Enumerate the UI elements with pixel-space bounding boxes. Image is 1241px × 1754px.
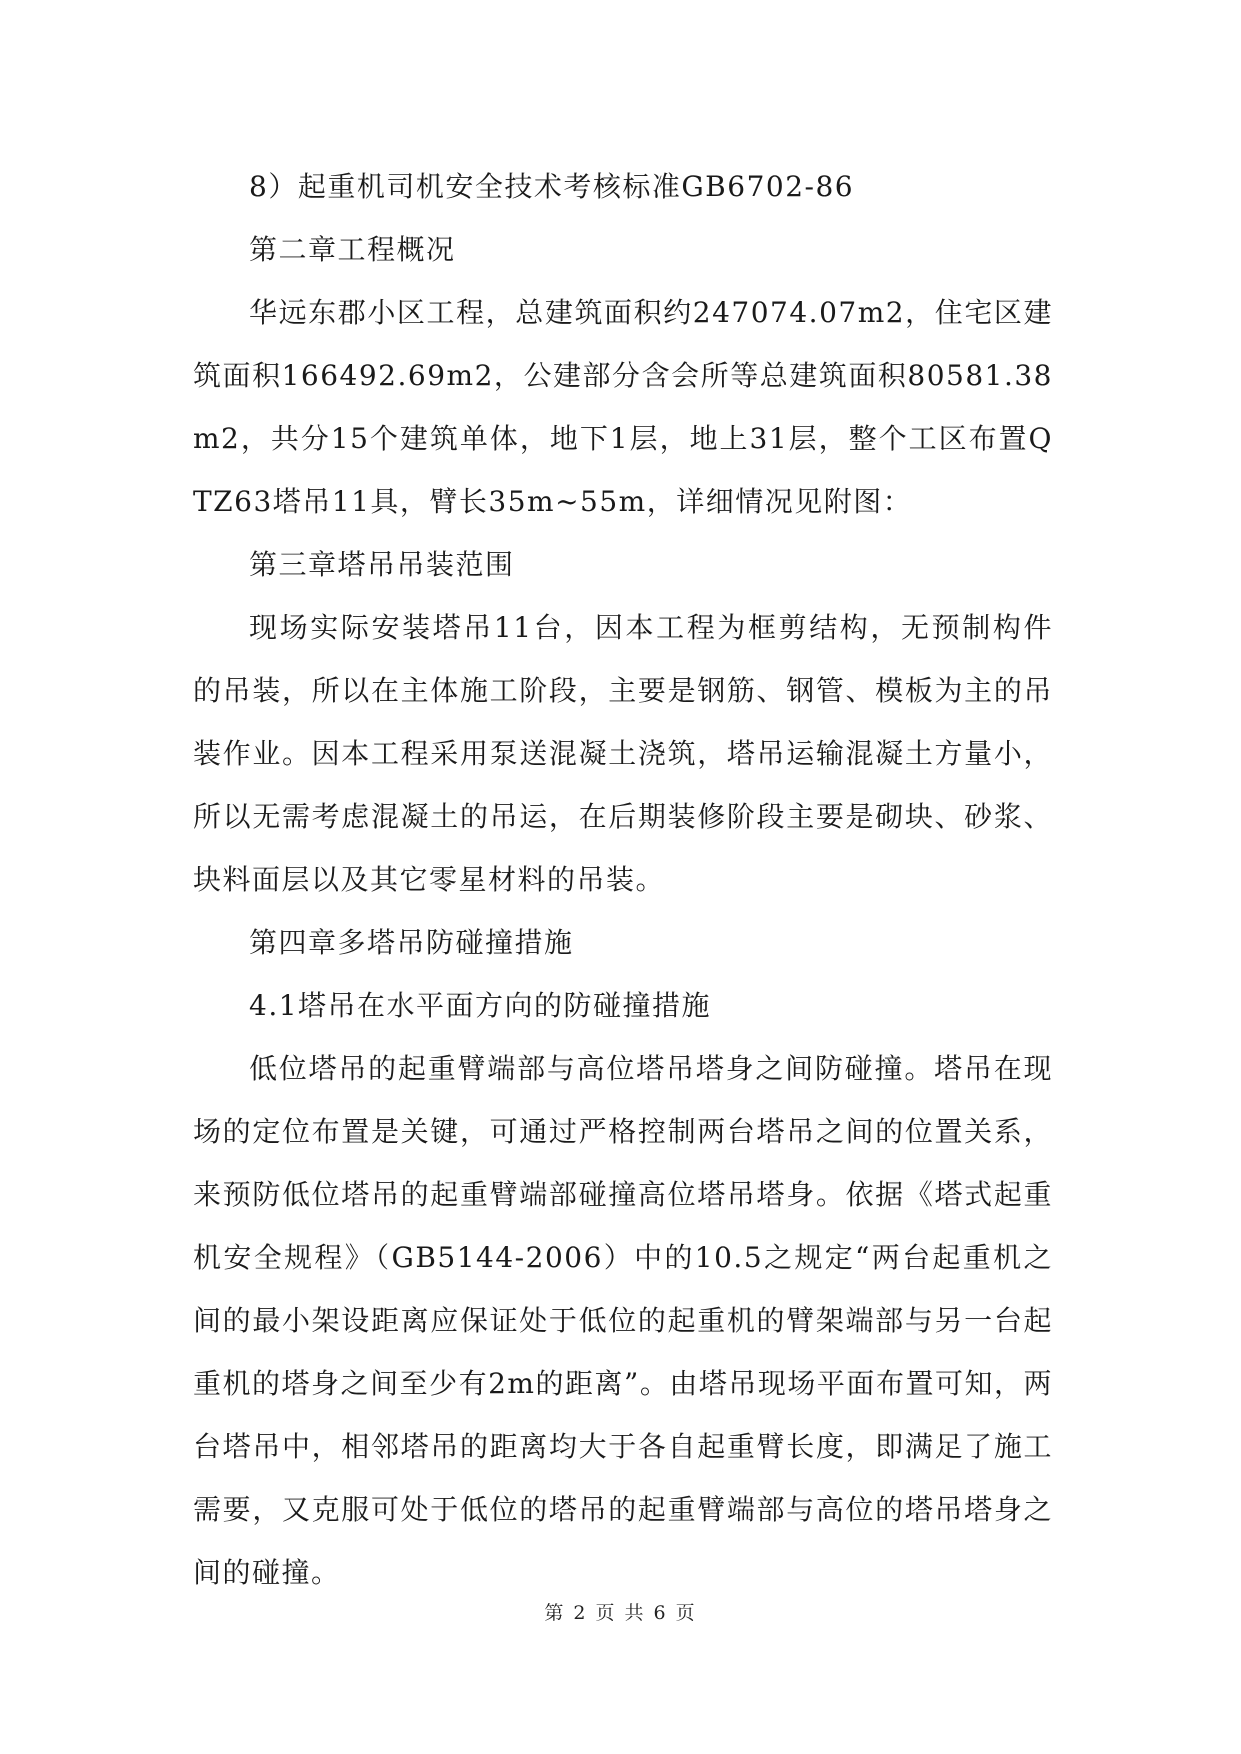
document-content bbox=[193, 155, 1053, 1604]
section-4-1-title: 4.1塔吊在水平面方向的防碰撞措施 bbox=[249, 989, 712, 1022]
chapter-4-title: 第四章多塔吊防碰撞措施 bbox=[249, 926, 574, 959]
page-number-footer: 第 2 页 共 6 页 bbox=[544, 1602, 697, 1624]
chapter-3-title: 第三章塔吊吊装范围 bbox=[249, 548, 515, 581]
chapter-3-paragraph: 现场实际安装塔吊11台，因本工程为框剪结构，无预制构件的吊装，所以在主体施工阶段，主要是钢筋、钢管、模板为主的吊装作业。因本工程采用泵送混凝土浇筑，塔吊运输混凝土方量小，所以无需考虑混凝土的吊运，在后期装修阶段主要是砌块、砂浆、块料面层以及其它零星材料的吊装。 bbox=[193, 611, 1053, 896]
chapter-2-title: 第二章工程概况 bbox=[249, 233, 456, 266]
chapter-2-paragraph: 华远东郡小区工程，总建筑面积约247074.07m2，住宅区建筑面积166492.69m2，公建部分含会所等总建筑面积80581.38m2，共分15个建筑单体，地下1层，地上31层，整个工区布置QTZ63塔吊11具，臂长35m~55m，详细情况见附图： bbox=[193, 296, 1053, 518]
standard-item-8: 8）起重机司机安全技术考核标准GB6702-86 bbox=[249, 170, 855, 203]
section-4-1-paragraph: 低位塔吊的起重臂端部与高位塔吊塔身之间防碰撞。塔吊在现场的定位布置是关键，可通过严格控制两台塔吊之间的位置关系，来预防低位塔吊的起重臂端部碰撞高位塔吊塔身。依据《塔式起重机安全规程》（GB5144-2006）中的10.5之规定“两台起重机之间的最小架设距离应保证处于低位的起重机的臂架端部与另一台起重机的塔身之间至少有2m的距离”。由塔吊现场平面布置可知，两台塔吊中，相邻塔吊的距离均大于各自起重臂长度，即满足了施工需要，又克服可处于低位的塔吊的起重臂端部与高位的塔吊塔身之间的碰撞。 bbox=[193, 1052, 1053, 1589]
